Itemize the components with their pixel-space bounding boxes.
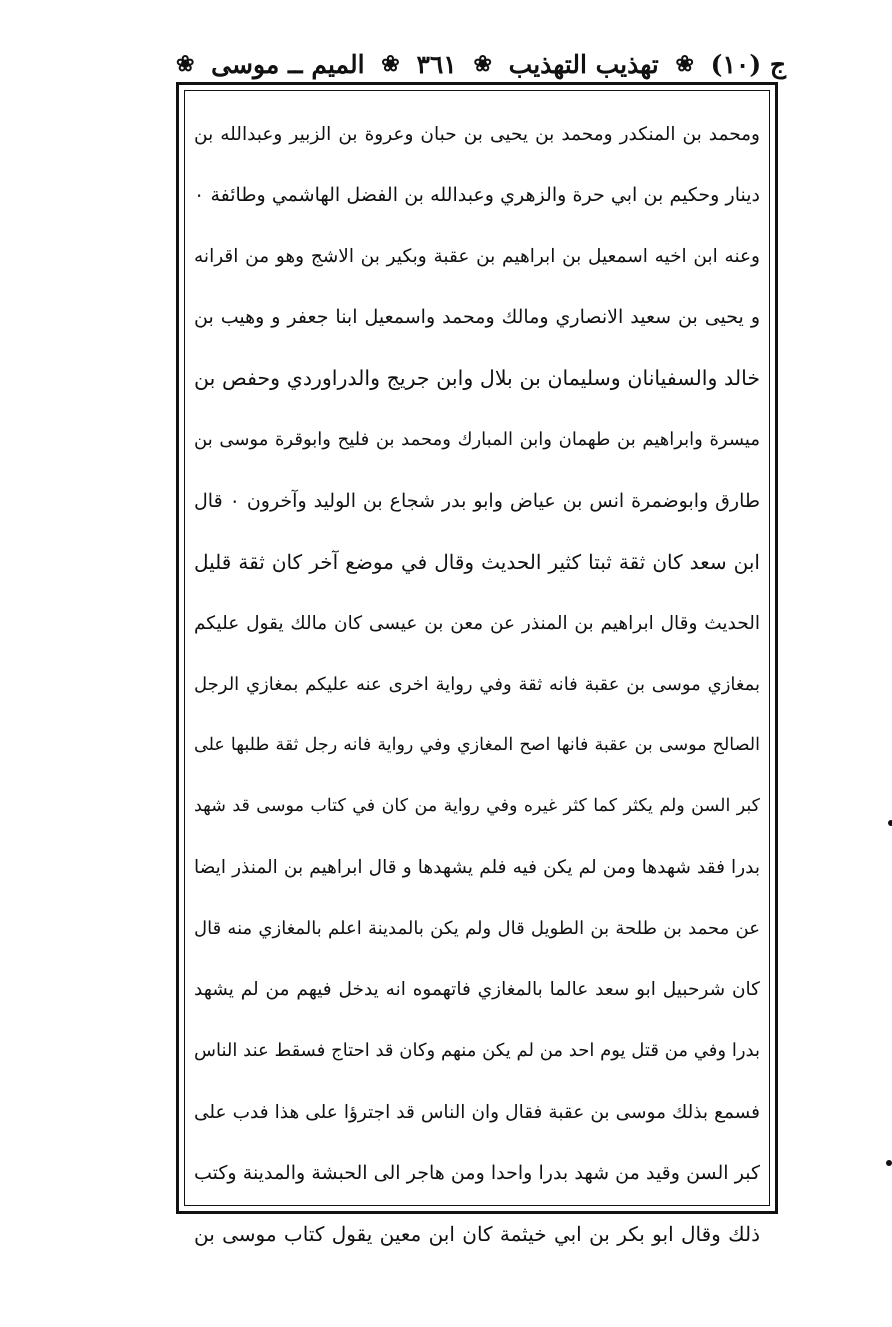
text-line: بمغازي موسى بن عقبة فانه ثقة وفي رواية اخرى عنه عليكم بمغازي الرجل — [194, 673, 760, 695]
text-line: فسمع بذلك موسى بن عقبة فقال وان الناس قد اجترؤا على هذا فدب على — [194, 1101, 760, 1123]
text-line: بدرا وفي من قتل يوم احد من لم يكن منهم وكان قد احتاج فسقط عند الناس — [194, 1040, 760, 1062]
header-volume: ج (١٠) — [710, 49, 786, 79]
text-line: كان شرحبيل ابو سعد عالما بالمغازي فاتهموه انه يدخل فيهم من لم يشهد — [194, 979, 760, 1001]
text-line: ابن سعد كان ثقة ثبتا كثير الحديث وقال في موضع آخر كان ثقة قليل — [194, 549, 760, 574]
text-line: دينار وحكيم بن ابي حرة والزهري وعبدالله بن الفضل الهاشمي وطائفة ٠ — [194, 184, 760, 207]
text-line: بدرا فقد شهدها ومن لم يكن فيه فلم يشهدها و قال ابراهيم بن المنذر ايضا — [194, 857, 760, 879]
text-line: كبر السن ولم يكثر كما كثر غيره وفي رواية من كان في كتاب موسى قد شهد — [194, 796, 760, 817]
body-text — [194, 104, 760, 1246]
header-page-number: ٣٦١ — [416, 49, 457, 79]
ornament-icon: ❀ — [381, 51, 400, 77]
page-header — [176, 42, 786, 86]
text-line: الصالح موسى بن عقبة فانها اصح المغازي وفي رواية فانه رجل ثقة طلبها على — [194, 734, 760, 755]
header-book-title: تهذيب التهذيب — [508, 49, 659, 79]
ornament-icon: ❀ — [675, 51, 694, 77]
margin-dot — [888, 820, 892, 826]
text-line: ميسرة وابراهيم بن طهمان وابن المبارك ومحمد بن فليح وابوقرة موسى بن — [194, 429, 760, 451]
text-line: طارق وابوضمرة انس بن عياض وابو بدر شجاع بن الوليد وآخرون ٠ قال — [194, 489, 760, 512]
header-chapter: الميم ــ موسى — [211, 49, 365, 79]
text-line: الحديث وقال ابراهيم بن المنذر عن معن بن عيسى كان مالك يقول عليكم — [194, 612, 760, 634]
margin-dot — [886, 1160, 892, 1166]
ornament-icon: ❀ — [473, 51, 492, 77]
text-line: كبر السن وقيد من شهد بدرا واحدا ومن هاجر الى الحبشة والمدينة وكتب — [194, 1161, 760, 1184]
text-line: ذلك وقال ابو بكر بن ابي خيثمة كان ابن معين يقول كتاب موسى بن — [194, 1221, 760, 1246]
text-line: و يحيى بن سعيد الانصاري ومالك ومحمد واسمعيل ابنا جعفر و وهيب بن — [194, 306, 760, 329]
text-line: عن محمد بن طلحة بن الطويل قال ولم يكن بالمدينة اعلم بالمغازي منه قال — [194, 918, 760, 940]
text-line: ومحمد بن المنكدر ومحمد بن يحيى بن حبان وعروة بن الزبير وعبدالله بن — [194, 124, 760, 145]
ornament-icon: ❀ — [176, 51, 195, 77]
text-line: خالد والسفيانان وسليمان بن بلال وابن جريج والدراوردي وحفص بن — [194, 366, 760, 391]
text-line: وعنه ابن اخيه اسمعيل بن ابراهيم بن عقبة وبكير بن الاشج وهو من اقرانه — [194, 246, 760, 268]
